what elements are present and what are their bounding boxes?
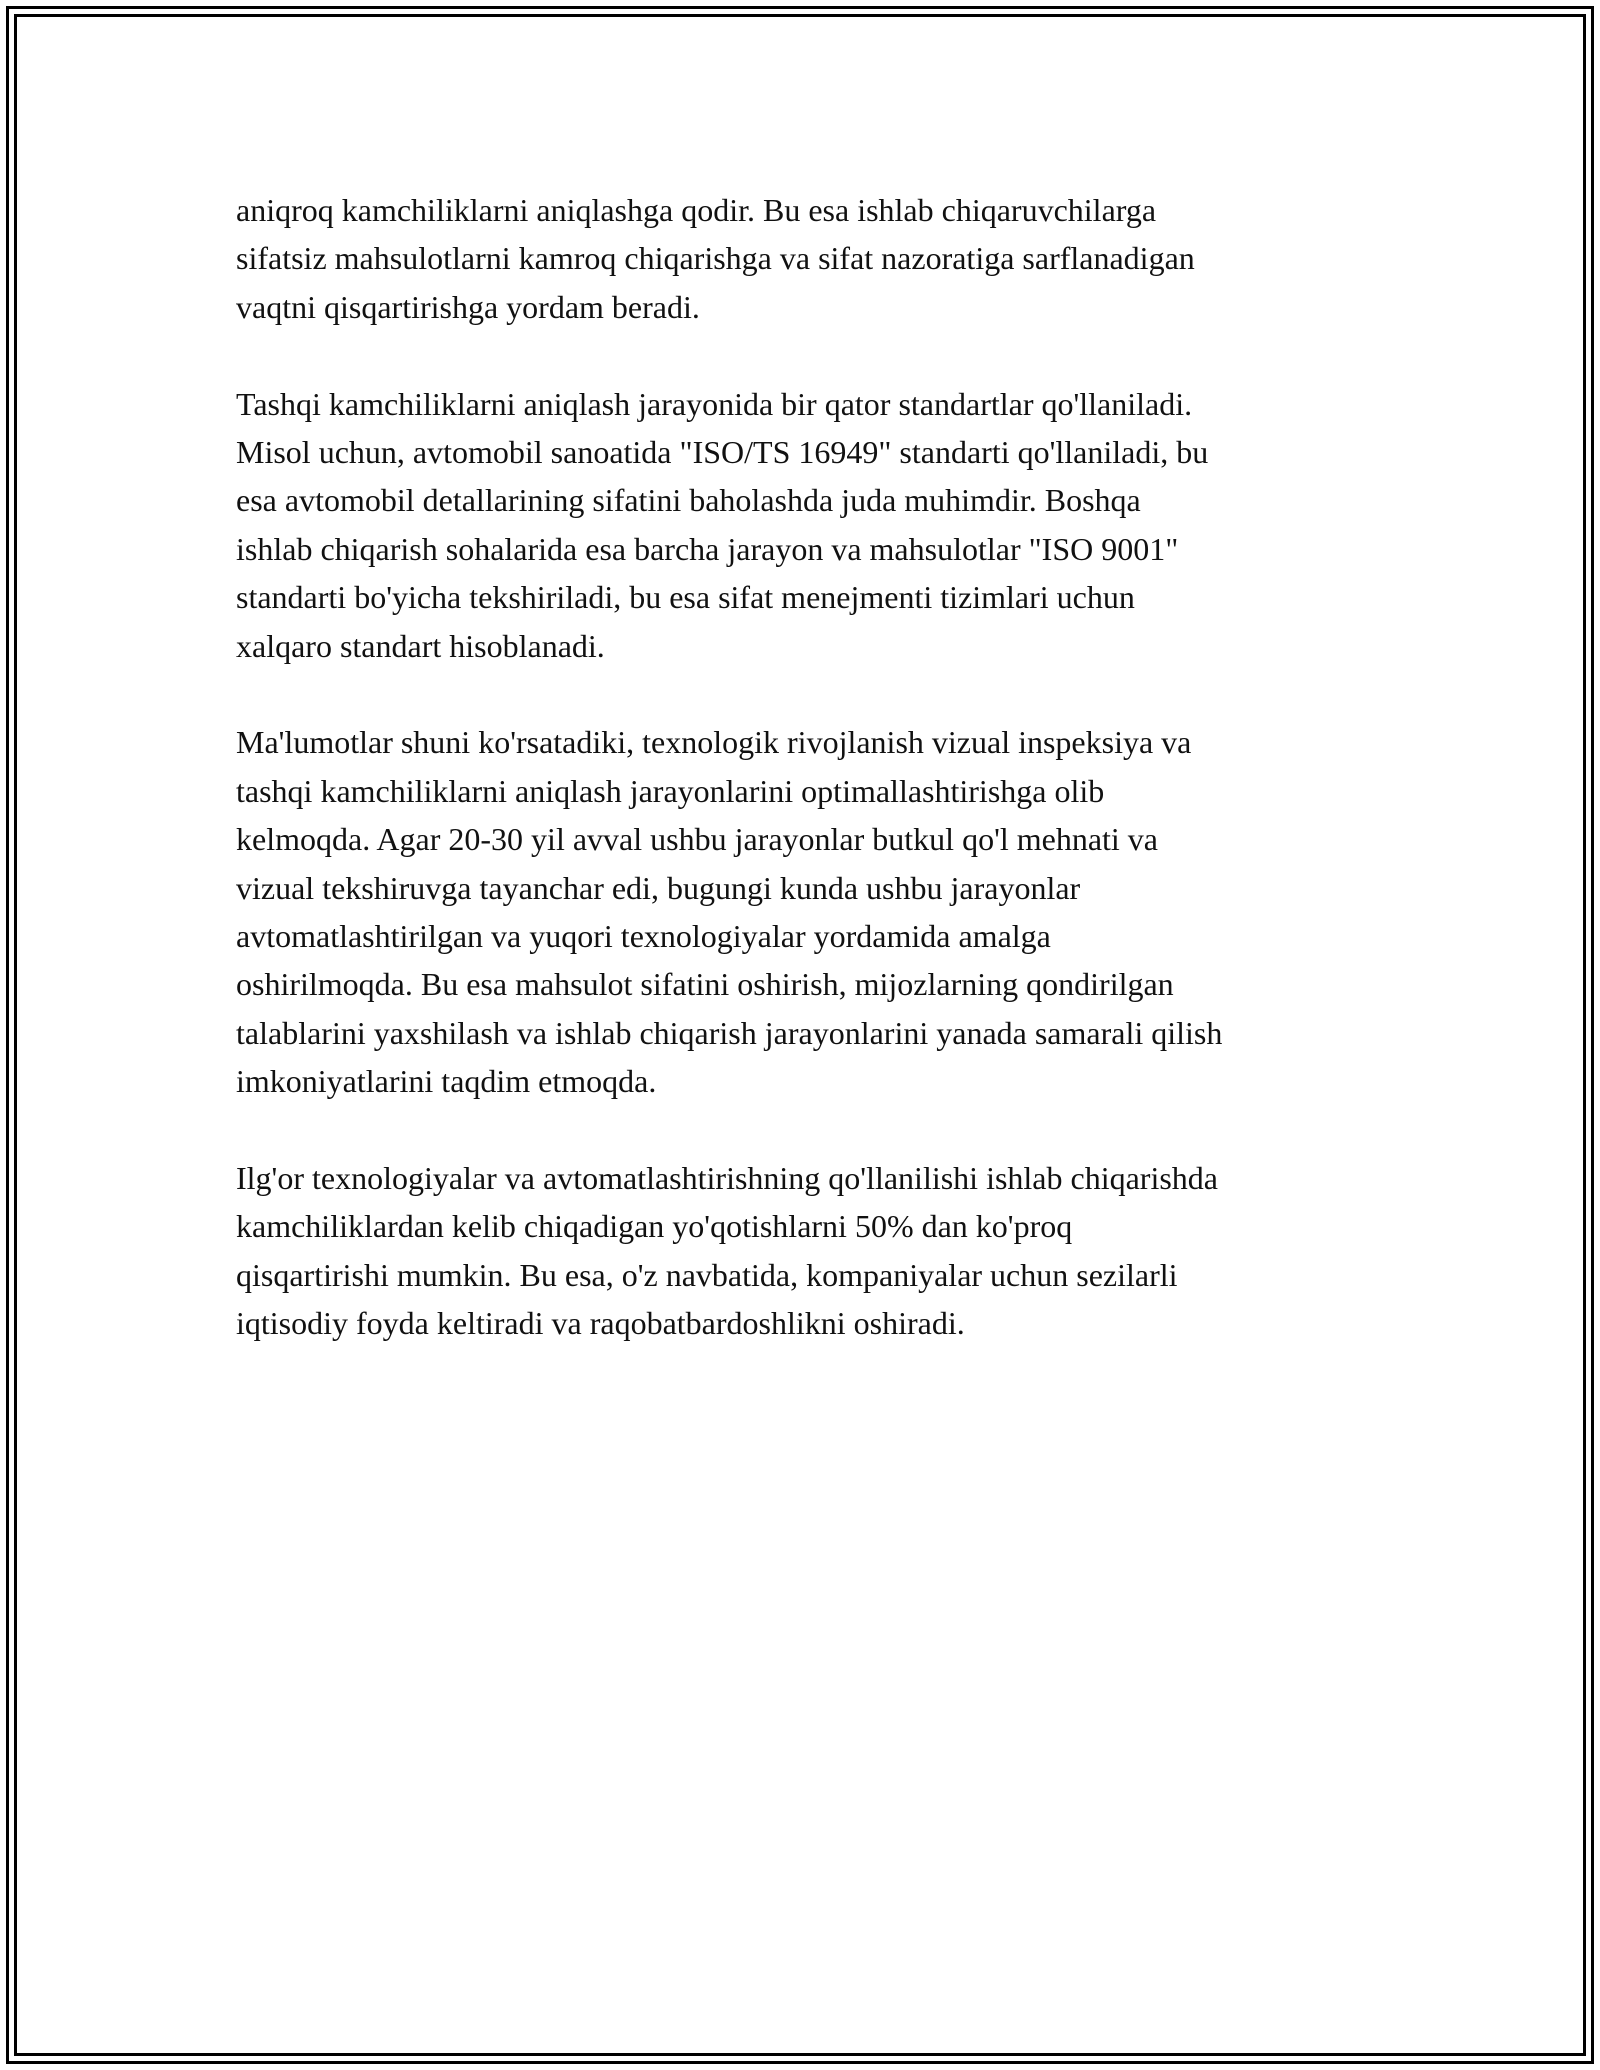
text-line: ishlab chiqarish sohalarida esa barcha jarayon va mahsulotlar "ISO 9001" (236, 530, 1179, 567)
text-line: vizual tekshiruvga tayanchar edi, bugungi kunda ushbu jarayonlar (236, 869, 1081, 906)
text-line: Ilg'or texnologiyalar va avtomatlashtirishning qo'llanilishi ishlab chiqarishda (236, 1160, 1218, 1197)
paragraph-3 (236, 718, 1386, 1105)
text-line: avtomatlashtirilgan va yuqori texnologiyalar yordamida amalga (236, 918, 1051, 955)
text-line: iqtisodiy foyda keltiradi va raqobatbardoshlikni oshiradi. (236, 1305, 965, 1342)
text-line: Ma'lumotlar shuni ko'rsatadiki, texnologik rivojlanish vizual inspeksiya va (236, 724, 1192, 761)
text-line: kamchiliklardan kelib chiqadigan yo'qotishlarni 50% dan ko'proq (236, 1208, 1073, 1245)
text-line: vaqtni qisqartirishga yordam beradi. (236, 288, 700, 325)
text-line: aniqroq kamchiliklarni aniqlashga qodir. Bu esa ishlab chiqaruvchilarga (236, 192, 1157, 228)
text-line: sifatsiz mahsulotlarni kamroq chiqarishga va sifat nazoratiga sarflanadigan (236, 240, 1195, 277)
text-line: qisqartirishi mumkin. Bu esa, o'z navbatida, kompaniyalar uchun sezilarli (236, 1256, 1178, 1293)
text-line: Misol uchun, avtomobil sanoatida "ISO/TS 16949" standarti qo'llaniladi, bu (236, 434, 1209, 471)
text-line: standarti bo'yicha tekshiriladi, bu esa sifat menejmenti tizimlari uchun (236, 579, 1135, 616)
text-line: esa avtomobil detallarining sifatini baholashda juda muhimdir. Boshqa (236, 482, 1141, 519)
text-line: oshirilmoqda. Bu esa mahsulot sifatini oshirish, mijozlarning qondirilgan (236, 966, 1174, 1003)
text-line: xalqaro standart hisoblanadi. (236, 627, 605, 664)
text-line: imkoniyatlarini taqdim etmoqda. (236, 1063, 657, 1100)
text-line: tashqi kamchiliklarni aniqlash jarayonlarini optimallashtirishga olib (236, 772, 1105, 809)
document-body (236, 186, 1386, 1396)
paragraph-4 (236, 1154, 1386, 1348)
text-line: talablarini yaxshilash va ishlab chiqarish jarayonlarini yanada samarali qilish (236, 1014, 1223, 1051)
paragraph-2 (236, 380, 1386, 670)
paragraph-1 (236, 186, 1386, 331)
text-line: kelmoqda. Agar 20-30 yil avval ushbu jarayonlar butkul qo'l mehnati va (236, 821, 1158, 858)
text-line: Tashqi kamchiliklarni aniqlash jarayonida bir qator standartlar qo'llaniladi. (236, 385, 1193, 422)
